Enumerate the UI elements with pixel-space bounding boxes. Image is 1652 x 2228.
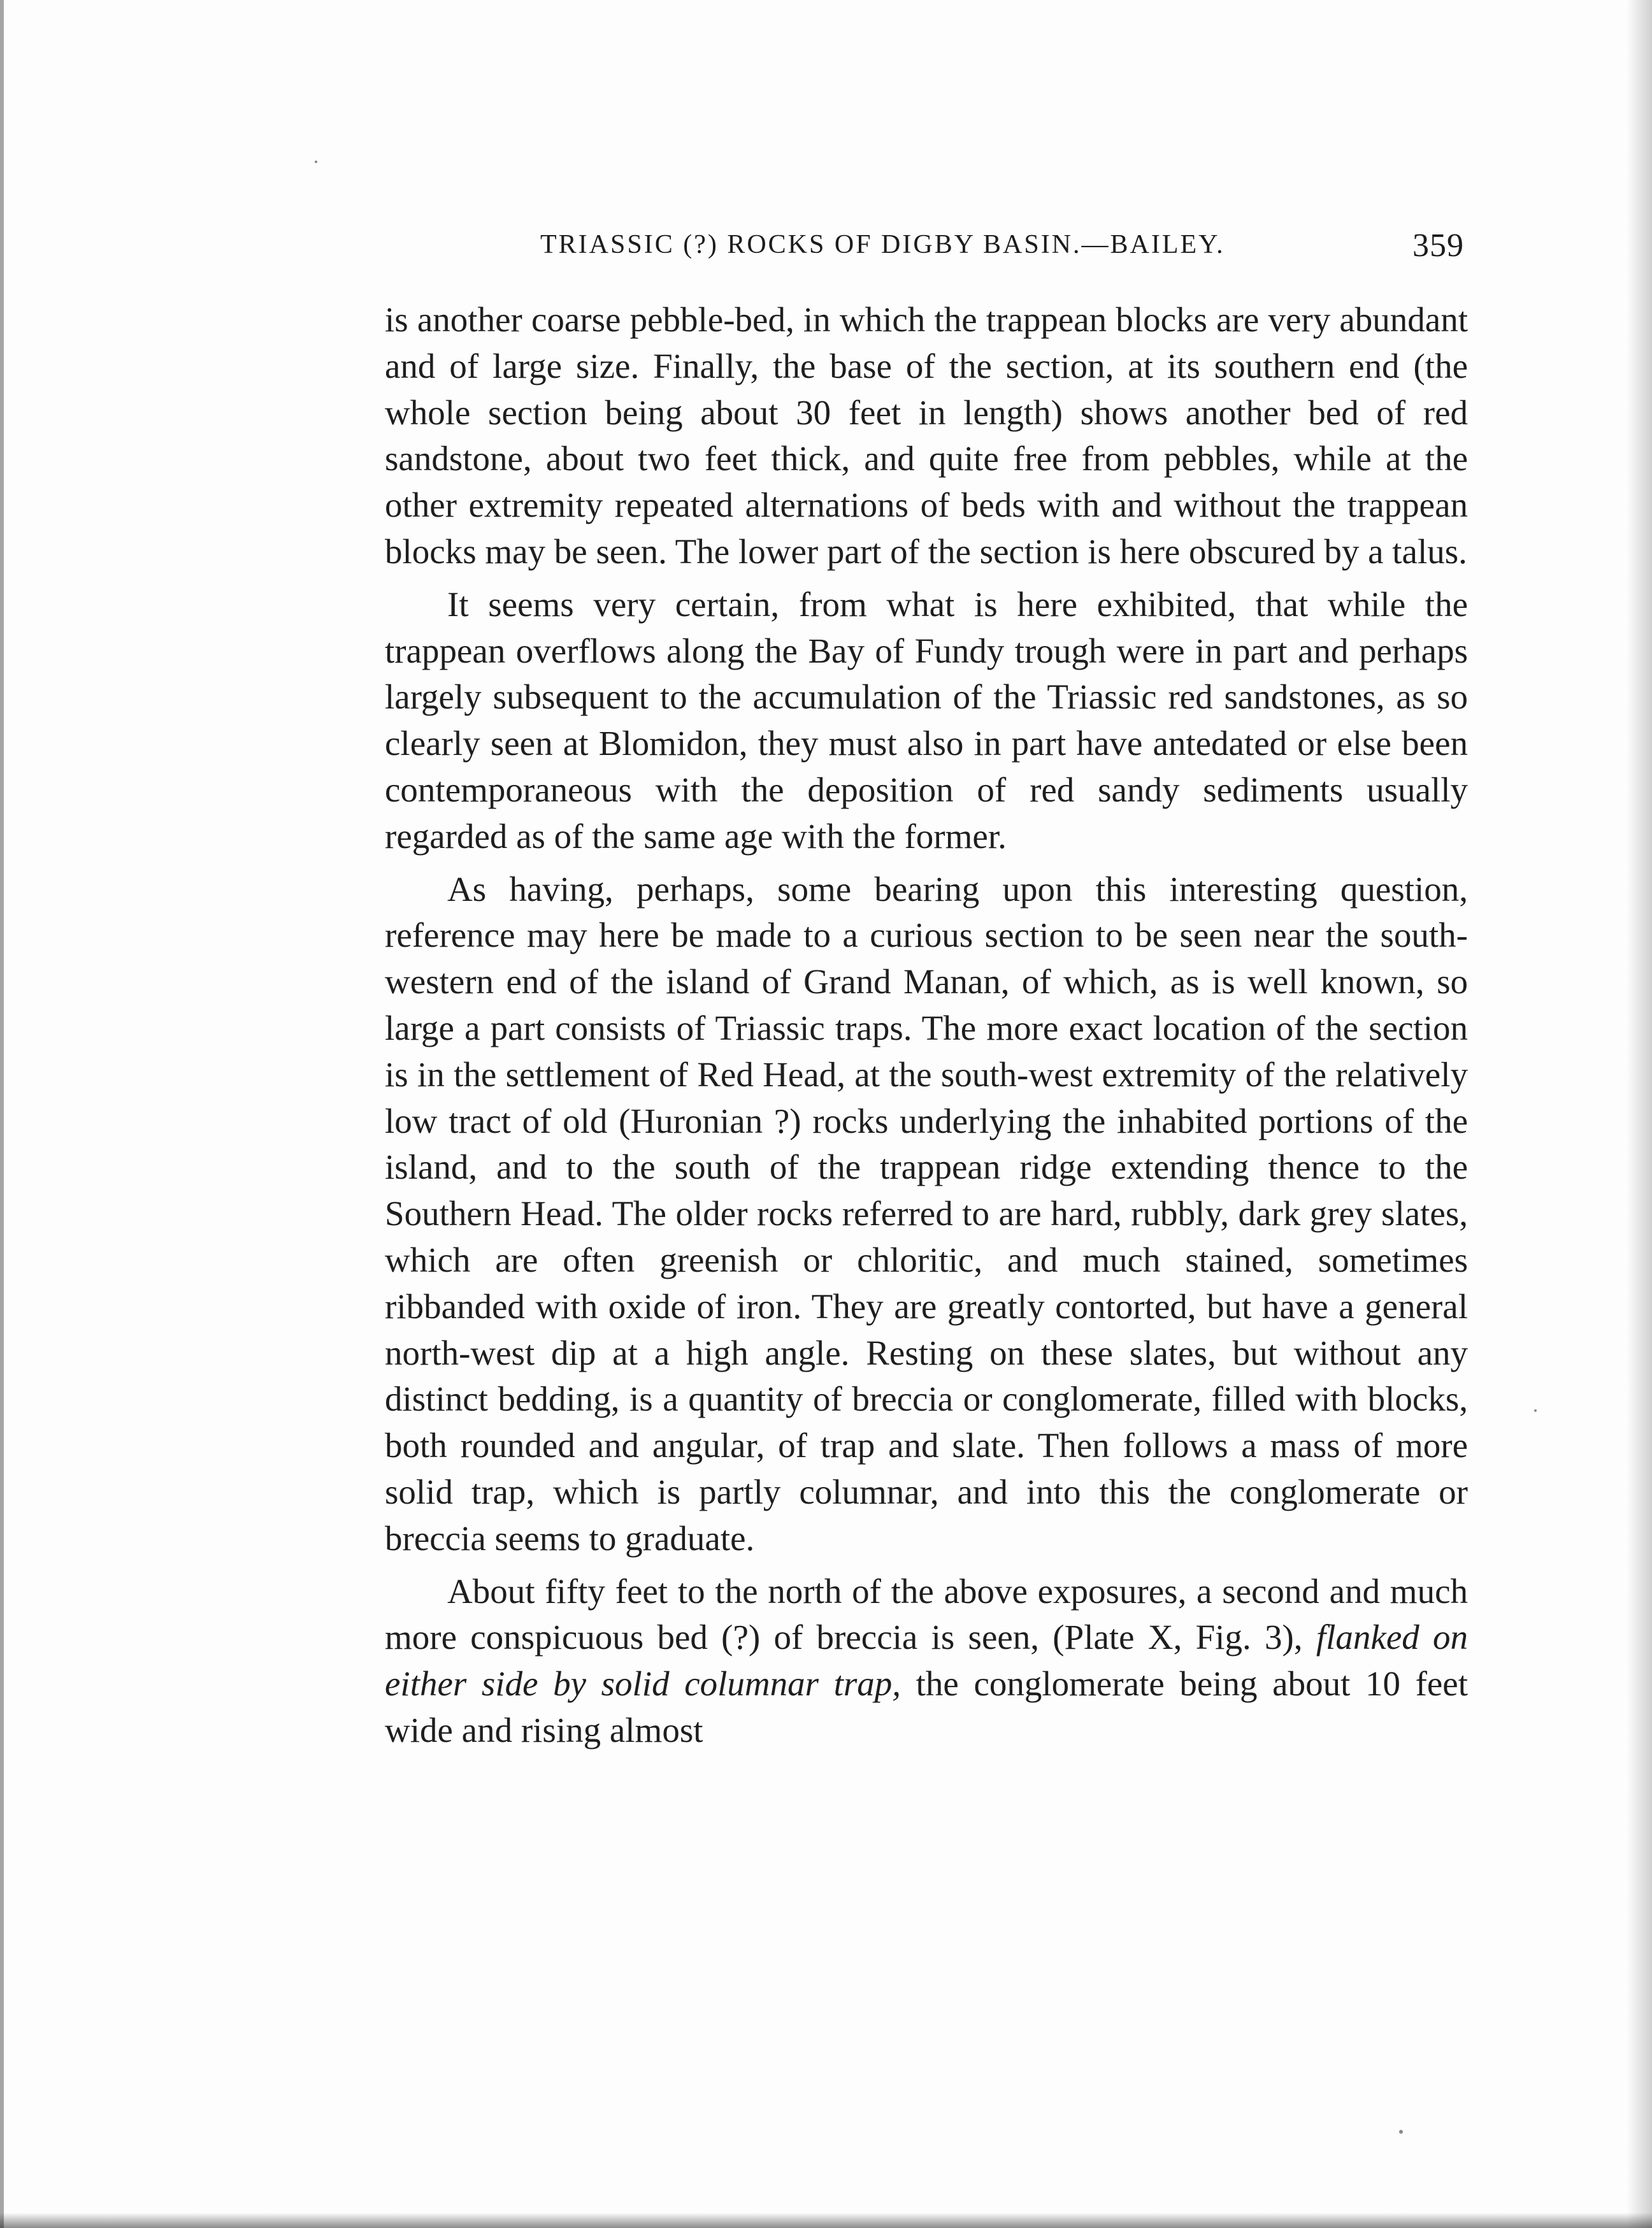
running-title: TRIASSIC (?) ROCKS OF DIGBY BASIN.—BAILEY. bbox=[540, 230, 1225, 259]
paragraph-4-start: About fifty feet to the north of the above exposures, a second and much more conspicuous bed (?) of breccia is seen, (Plate X, Fig. 3), bbox=[385, 1571, 1468, 1657]
page-edge-shadow-bottom bbox=[0, 2213, 1652, 2228]
scan-speck bbox=[1534, 1409, 1537, 1412]
running-head bbox=[540, 229, 1464, 268]
page-edge-shadow-right bbox=[1627, 0, 1652, 2228]
paragraph-4-end: the conglomerate being about 10 feet wide and rising almost bbox=[385, 1664, 1468, 1750]
scan-speck bbox=[1399, 2130, 1403, 2134]
body-text bbox=[385, 297, 1468, 1754]
paragraph-4-italic: flanked on either side by solid columnar trap, bbox=[385, 1618, 1469, 1704]
page-edge-shadow-left bbox=[0, 0, 4, 2228]
page-number: 359 bbox=[1412, 227, 1464, 264]
paragraph-2: It seems very certain, from what is here exhibited, that while the trappean overflows along the Bay of Fundy trough were in part and perhaps largely subsequent to the accumulation of the Triassic red sandstones, as so clearly seen at Blomidon, they must also in part have antedated or else been contemporaneous with the deposition of red sandy sediments usually regarded as of the same age with the former. bbox=[385, 584, 1468, 856]
paragraph-1: is another coarse pebble-bed, in which the trappean blocks are very abundant and of large size. Finally, the base of the section, at its southern end (the whole section being about 30 feet in length) shows another bed of red sandstone, about two feet thick, and quite free from pebbles, while at the other extremity repeated alternations of beds with and without the trappean blocks may be seen. The lower part of the section is here obscured by a talus. bbox=[385, 300, 1468, 571]
paragraph-4 bbox=[385, 1569, 1468, 1754]
scan-speck bbox=[315, 161, 317, 163]
paragraph-3: As having, perhaps, some bearing upon this interesting question, reference may here be made to a curious section to be seen near the south-western end of the island of Grand Manan, of which, as is well known, so large a part consists of Triassic traps. The more exact location of the section is in the settlement of Red Head, at the south-west extremity of the relatively low tract of old (Huronian ?) rocks underlying the inhabited portions of the island, and to the south of the trappean ridge extending thence to the Southern Head. The older rocks referred to are hard, rubbly, dark grey slates, which are often greenish or chloritic, and much stained, sometimes ribbanded with oxide of iron. They are greatly contorted, but have a general north-west dip at a high angle. Resting on these slates, but without any distinct bedding, is a quantity of breccia or conglomerate, filled with blocks, both rounded and angular, of trap and slate. Then follows a mass of more solid trap, which is partly columnar, and into this the conglomerate or breccia seems to graduate. bbox=[385, 869, 1468, 1558]
